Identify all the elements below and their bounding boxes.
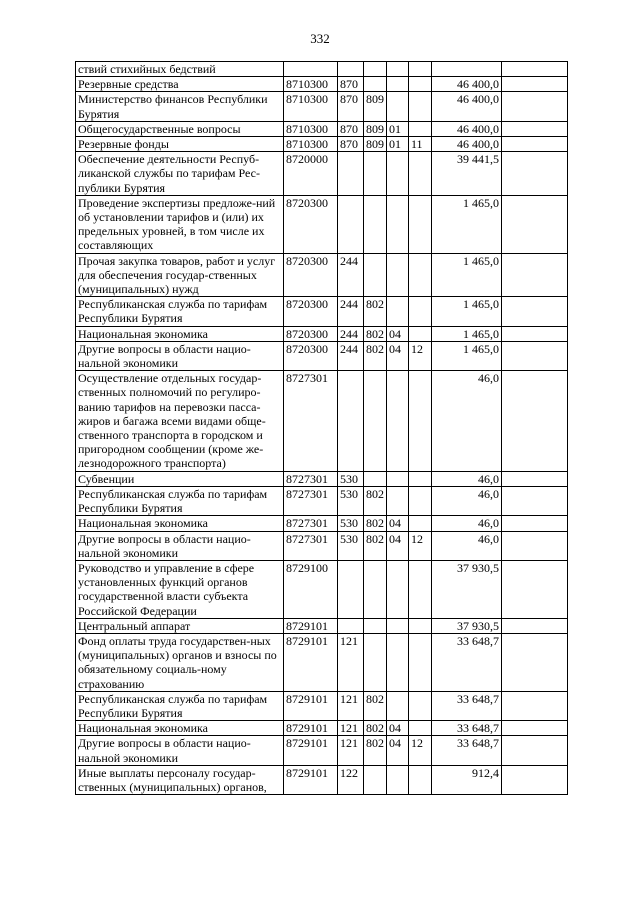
- row-pr: 12: [409, 736, 432, 765]
- row-csr: 8729101: [284, 633, 338, 691]
- row-name: Субвенции: [76, 471, 284, 486]
- row-sum: 46,0: [432, 531, 502, 560]
- table-row: [76, 92, 568, 121]
- row-rz: 04: [387, 516, 409, 531]
- row-csr: 8729101: [284, 765, 338, 794]
- row-csr: 8720300: [284, 326, 338, 341]
- row-csr: 8729101: [284, 691, 338, 720]
- row-name: Центральный аппарат: [76, 618, 284, 633]
- table-row: [76, 560, 568, 618]
- row-sum: 46,0: [432, 471, 502, 486]
- row-rz: [387, 77, 409, 92]
- row-pr: [409, 121, 432, 136]
- table-row: [76, 371, 568, 471]
- table-row: [76, 297, 568, 326]
- row-name: Республиканская служба по тарифам Республики Бурятия: [76, 691, 284, 720]
- row-pr: [409, 371, 432, 471]
- table-row: [76, 62, 568, 77]
- row-vr: 244: [338, 297, 364, 326]
- row-csr: 8729101: [284, 736, 338, 765]
- row-sum: 46 400,0: [432, 92, 502, 121]
- row-pr: [409, 471, 432, 486]
- table-row: [76, 765, 568, 794]
- row-rz: 04: [387, 341, 409, 370]
- table-row: [76, 253, 568, 297]
- row-csr: 8729101: [284, 721, 338, 736]
- row-extra: [502, 152, 568, 196]
- table-row: [76, 195, 568, 253]
- row-grbs: 802: [364, 691, 387, 720]
- table-row: [76, 137, 568, 152]
- row-name: Национальная экономика: [76, 516, 284, 531]
- row-pr: [409, 77, 432, 92]
- table-row: [76, 516, 568, 531]
- row-grbs: [364, 253, 387, 297]
- row-extra: [502, 253, 568, 297]
- row-pr: [409, 92, 432, 121]
- row-extra: [502, 618, 568, 633]
- row-vr: 122: [338, 765, 364, 794]
- row-extra: [502, 137, 568, 152]
- row-sum: 46 400,0: [432, 137, 502, 152]
- row-vr: [338, 195, 364, 253]
- row-csr: 8710300: [284, 137, 338, 152]
- row-grbs: [364, 633, 387, 691]
- row-pr: [409, 618, 432, 633]
- row-pr: [409, 765, 432, 794]
- row-grbs: [364, 77, 387, 92]
- row-pr: [409, 152, 432, 196]
- row-extra: [502, 195, 568, 253]
- row-rz: [387, 633, 409, 691]
- row-sum: 33 648,7: [432, 691, 502, 720]
- row-rz: 01: [387, 121, 409, 136]
- row-grbs: [364, 62, 387, 77]
- row-sum: [432, 62, 502, 77]
- row-sum: 1 465,0: [432, 341, 502, 370]
- table-row: [76, 77, 568, 92]
- table-row: [76, 486, 568, 515]
- row-sum: 46 400,0: [432, 77, 502, 92]
- row-grbs: 802: [364, 326, 387, 341]
- row-extra: [502, 77, 568, 92]
- row-rz: 04: [387, 736, 409, 765]
- row-name: Республиканская служба по тарифам Республики Бурятия: [76, 486, 284, 515]
- table-row: [76, 618, 568, 633]
- row-grbs: [364, 765, 387, 794]
- row-rz: [387, 765, 409, 794]
- row-name: ствий стихийных бедствий: [76, 62, 284, 77]
- row-vr: 870: [338, 137, 364, 152]
- row-extra: [502, 560, 568, 618]
- row-vr: 530: [338, 471, 364, 486]
- row-name: Другие вопросы в области нацио-нальной экономики: [76, 341, 284, 370]
- row-rz: [387, 471, 409, 486]
- row-csr: 8720300: [284, 341, 338, 370]
- row-rz: 01: [387, 137, 409, 152]
- row-extra: [502, 326, 568, 341]
- row-pr: [409, 516, 432, 531]
- row-vr: 870: [338, 121, 364, 136]
- row-vr: 244: [338, 253, 364, 297]
- row-extra: [502, 371, 568, 471]
- row-extra: [502, 691, 568, 720]
- row-pr: [409, 62, 432, 77]
- row-grbs: [364, 560, 387, 618]
- row-name: Фонд оплаты труда государствен-ных (муниципальных) органов и взносы по обязательному социаль-ному страхованию: [76, 633, 284, 691]
- row-csr: 8720000: [284, 152, 338, 196]
- row-csr: 8710300: [284, 92, 338, 121]
- row-csr: 8727301: [284, 471, 338, 486]
- row-grbs: [364, 471, 387, 486]
- row-grbs: [364, 152, 387, 196]
- row-extra: [502, 92, 568, 121]
- page-number: 332: [310, 31, 330, 46]
- row-extra: [502, 765, 568, 794]
- row-extra: [502, 531, 568, 560]
- row-extra: [502, 297, 568, 326]
- row-vr: 121: [338, 736, 364, 765]
- row-pr: 11: [409, 137, 432, 152]
- row-extra: [502, 62, 568, 77]
- row-name: Национальная экономика: [76, 721, 284, 736]
- row-grbs: 802: [364, 516, 387, 531]
- row-grbs: 809: [364, 121, 387, 136]
- table-row: [76, 736, 568, 765]
- row-pr: [409, 253, 432, 297]
- row-name: Республиканская служба по тарифам Республики Бурятия: [76, 297, 284, 326]
- row-rz: [387, 253, 409, 297]
- row-vr: [338, 62, 364, 77]
- row-name: Министерство финансов Республики Бурятия: [76, 92, 284, 121]
- row-grbs: 802: [364, 341, 387, 370]
- table-row: [76, 633, 568, 691]
- row-grbs: 809: [364, 92, 387, 121]
- row-name: Национальная экономика: [76, 326, 284, 341]
- row-rz: [387, 92, 409, 121]
- row-rz: [387, 618, 409, 633]
- table-body: [76, 62, 568, 795]
- row-name: Резервные фонды: [76, 137, 284, 152]
- row-name: Другие вопросы в области нацио-нальной экономики: [76, 531, 284, 560]
- row-grbs: 809: [364, 137, 387, 152]
- row-rz: 04: [387, 531, 409, 560]
- row-vr: [338, 560, 364, 618]
- row-vr: 121: [338, 691, 364, 720]
- row-vr: 244: [338, 326, 364, 341]
- row-sum: 1 465,0: [432, 297, 502, 326]
- row-vr: 530: [338, 531, 364, 560]
- table-row: [76, 691, 568, 720]
- row-rz: [387, 691, 409, 720]
- row-vr: 121: [338, 633, 364, 691]
- row-rz: [387, 486, 409, 515]
- row-grbs: [364, 618, 387, 633]
- row-csr: 8727301: [284, 516, 338, 531]
- row-vr: 530: [338, 486, 364, 515]
- row-sum: 1 465,0: [432, 253, 502, 297]
- row-sum: 1 465,0: [432, 195, 502, 253]
- row-csr: 8720300: [284, 195, 338, 253]
- row-rz: 04: [387, 326, 409, 341]
- row-pr: [409, 560, 432, 618]
- row-csr: 8727301: [284, 531, 338, 560]
- row-sum: 33 648,7: [432, 736, 502, 765]
- row-pr: [409, 195, 432, 253]
- row-name: Общегосударственные вопросы: [76, 121, 284, 136]
- row-extra: [502, 736, 568, 765]
- row-name: Проведение экспертизы предложе-ний об установлении тарифов и (или) их предельных уровней, в том числе их составляющих: [76, 195, 284, 253]
- row-sum: 1 465,0: [432, 326, 502, 341]
- row-extra: [502, 121, 568, 136]
- row-sum: 46 400,0: [432, 121, 502, 136]
- row-name: Обеспечение деятельности Респуб-ликанской службы по тарифам Рес-публики Бурятия: [76, 152, 284, 196]
- row-sum: 37 930,5: [432, 560, 502, 618]
- budget-table: [75, 61, 568, 795]
- row-pr: [409, 326, 432, 341]
- row-csr: 8710300: [284, 121, 338, 136]
- row-name: Прочая закупка товаров, работ и услуг для обеспечения государ-ственных (муниципальных) нужд: [76, 253, 284, 297]
- row-vr: 870: [338, 92, 364, 121]
- row-grbs: [364, 195, 387, 253]
- row-pr: [409, 721, 432, 736]
- row-sum: 46,0: [432, 371, 502, 471]
- table-row: [76, 721, 568, 736]
- row-name: Другие вопросы в области нацио-нальной экономики: [76, 736, 284, 765]
- row-vr: 244: [338, 341, 364, 370]
- row-csr: 8729100: [284, 560, 338, 618]
- row-grbs: 802: [364, 297, 387, 326]
- row-vr: [338, 618, 364, 633]
- row-rz: [387, 152, 409, 196]
- row-csr: 8727301: [284, 486, 338, 515]
- row-rz: [387, 371, 409, 471]
- table-row: [76, 341, 568, 370]
- row-pr: [409, 297, 432, 326]
- row-rz: 04: [387, 721, 409, 736]
- row-vr: [338, 152, 364, 196]
- table-row: [76, 531, 568, 560]
- row-grbs: 802: [364, 531, 387, 560]
- row-name: Руководство и управление в сфере установленных функций органов государственной власти субъекта Российской Федерации: [76, 560, 284, 618]
- table-row: [76, 471, 568, 486]
- row-sum: 39 441,5: [432, 152, 502, 196]
- row-grbs: 802: [364, 486, 387, 515]
- row-sum: 33 648,7: [432, 633, 502, 691]
- table-row: [76, 326, 568, 341]
- row-pr: [409, 691, 432, 720]
- row-extra: [502, 633, 568, 691]
- row-csr: 8720300: [284, 253, 338, 297]
- row-rz: [387, 62, 409, 77]
- row-sum: 33 648,7: [432, 721, 502, 736]
- row-extra: [502, 721, 568, 736]
- row-pr: 12: [409, 341, 432, 370]
- row-grbs: 802: [364, 721, 387, 736]
- row-rz: [387, 195, 409, 253]
- row-pr: [409, 486, 432, 515]
- row-csr: 8720300: [284, 297, 338, 326]
- row-csr: 8710300: [284, 77, 338, 92]
- row-sum: 46,0: [432, 486, 502, 515]
- row-sum: 37 930,5: [432, 618, 502, 633]
- row-extra: [502, 516, 568, 531]
- row-csr: [284, 62, 338, 77]
- row-rz: [387, 297, 409, 326]
- row-name: Осуществление отдельных государ-ственных полномочий по регулиро-ванию тарифов на перевозки пасса-жиров и багажа всеми видами обще-ственного транспорта в городском и пригородном сообщении (кроме же-лезнодорожного транспорта): [76, 371, 284, 471]
- row-grbs: 802: [364, 736, 387, 765]
- row-vr: 530: [338, 516, 364, 531]
- table-row: [76, 152, 568, 196]
- row-pr: 12: [409, 531, 432, 560]
- row-grbs: [364, 371, 387, 471]
- row-rz: [387, 560, 409, 618]
- row-vr: 121: [338, 721, 364, 736]
- row-vr: [338, 371, 364, 471]
- table-row: [76, 121, 568, 136]
- row-extra: [502, 341, 568, 370]
- row-name: Иные выплаты персоналу государ-ственных (муниципальных) органов,: [76, 765, 284, 794]
- row-extra: [502, 471, 568, 486]
- row-sum: 912,4: [432, 765, 502, 794]
- row-name: Резервные средства: [76, 77, 284, 92]
- row-pr: [409, 633, 432, 691]
- row-extra: [502, 486, 568, 515]
- row-csr: 8727301: [284, 371, 338, 471]
- row-csr: 8729101: [284, 618, 338, 633]
- row-sum: 46,0: [432, 516, 502, 531]
- row-vr: 870: [338, 77, 364, 92]
